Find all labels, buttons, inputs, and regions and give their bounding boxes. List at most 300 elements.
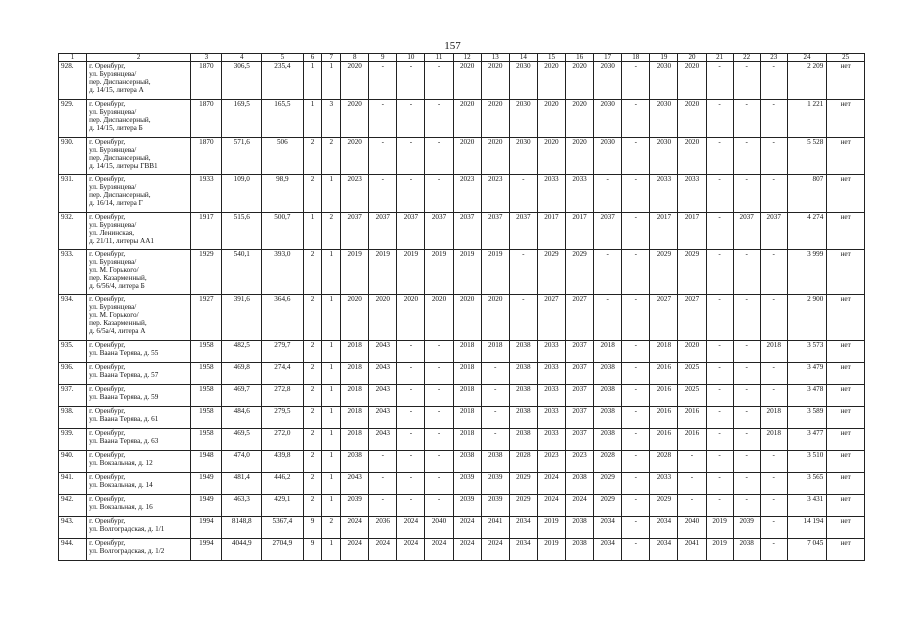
- total-cost-cell: 2 900: [787, 295, 827, 341]
- value-cell: 2024: [537, 473, 565, 495]
- address-line: д. 14/15, литеры ГВВ1: [89, 162, 158, 170]
- value-cell: 2018: [650, 341, 678, 363]
- value-cell: 2038: [509, 363, 537, 385]
- address-line: д. 6/5а/4, литера А: [89, 327, 146, 335]
- value-cell: 484,6: [222, 407, 262, 429]
- status-cell: нет: [827, 250, 865, 295]
- value-cell: -: [594, 250, 622, 295]
- value-cell: 2038: [481, 451, 509, 473]
- value-cell: 272,8: [262, 385, 304, 407]
- row-number: 937.: [59, 385, 87, 407]
- value-cell: -: [760, 175, 787, 213]
- address-cell: [87, 495, 191, 517]
- value-cell: 2030: [509, 62, 537, 100]
- column-header: 7: [322, 54, 341, 62]
- page-number: 157: [444, 40, 461, 52]
- column-header: 23: [760, 54, 787, 62]
- value-cell: 109,0: [222, 175, 262, 213]
- value-cell: -: [760, 473, 787, 495]
- value-cell: 2036: [369, 517, 397, 539]
- value-cell: 2: [303, 363, 322, 385]
- value-cell: 2019: [397, 250, 425, 295]
- value-cell: -: [622, 62, 650, 100]
- column-header: 8: [341, 54, 369, 62]
- value-cell: -: [622, 385, 650, 407]
- table-row: [59, 539, 865, 561]
- value-cell: -: [678, 451, 706, 473]
- value-cell: 2029: [678, 250, 706, 295]
- value-cell: -: [397, 138, 425, 175]
- status-cell: нет: [827, 175, 865, 213]
- address-line: г. Оренбург,: [89, 341, 126, 349]
- value-cell: -: [760, 451, 787, 473]
- value-cell: -: [397, 62, 425, 100]
- value-cell: 2018: [453, 341, 481, 363]
- table-row: [59, 363, 865, 385]
- value-cell: -: [622, 407, 650, 429]
- status-cell: нет: [827, 473, 865, 495]
- address-line: пер. Диспансерный,: [89, 191, 151, 199]
- value-cell: 2: [303, 473, 322, 495]
- value-cell: 2039: [453, 473, 481, 495]
- value-cell: 469,5: [222, 429, 262, 451]
- value-cell: -: [706, 295, 733, 341]
- column-header: 10: [397, 54, 425, 62]
- value-cell: 2020: [537, 138, 565, 175]
- row-number: 930.: [59, 138, 87, 175]
- value-cell: -: [622, 213, 650, 250]
- value-cell: -: [760, 295, 787, 341]
- address-line: пер. Диспансерный,: [89, 78, 151, 86]
- column-header: 14: [509, 54, 537, 62]
- address-line: г. Оренбург,: [89, 517, 126, 525]
- address-line: г. Оренбург,: [89, 451, 126, 459]
- value-cell: -: [706, 495, 733, 517]
- column-header: 24: [787, 54, 827, 62]
- value-cell: 2034: [594, 539, 622, 561]
- address-line: г. Оренбург,: [89, 138, 126, 146]
- value-cell: -: [397, 385, 425, 407]
- value-cell: 2029: [650, 495, 678, 517]
- value-cell: 2038: [594, 363, 622, 385]
- column-header: 13: [481, 54, 509, 62]
- value-cell: 2025: [678, 385, 706, 407]
- value-cell: 429,1: [262, 495, 304, 517]
- value-cell: 2020: [566, 138, 594, 175]
- value-cell: 2018: [341, 341, 369, 363]
- value-cell: -: [425, 385, 453, 407]
- value-cell: 1933: [191, 175, 222, 213]
- value-cell: 2033: [537, 429, 565, 451]
- value-cell: 1: [322, 451, 341, 473]
- value-cell: 2029: [650, 250, 678, 295]
- column-header: 19: [650, 54, 678, 62]
- table-row: [59, 100, 865, 138]
- address-cell: [87, 341, 191, 363]
- value-cell: 482,5: [222, 341, 262, 363]
- value-cell: 2040: [678, 517, 706, 539]
- column-header: 3: [191, 54, 222, 62]
- table-row: [59, 138, 865, 175]
- total-cost-cell: 2 209: [787, 62, 827, 100]
- value-cell: 1: [322, 473, 341, 495]
- column-header: 16: [566, 54, 594, 62]
- value-cell: 2018: [453, 385, 481, 407]
- table-row: [59, 385, 865, 407]
- value-cell: -: [706, 451, 733, 473]
- address-line: д. 16/14, литера Г: [89, 199, 143, 207]
- value-cell: 2037: [397, 213, 425, 250]
- status-cell: нет: [827, 138, 865, 175]
- address-line: д. 14/15, литера А: [89, 86, 144, 94]
- value-cell: 1870: [191, 138, 222, 175]
- value-cell: 2024: [566, 495, 594, 517]
- address-line: ул. Вокзальная, д. 16: [89, 503, 153, 511]
- address-line: г. Оренбург,: [89, 495, 126, 503]
- value-cell: -: [678, 473, 706, 495]
- value-cell: 2037: [566, 363, 594, 385]
- value-cell: 2704,9: [262, 539, 304, 561]
- address-line: г. Оренбург,: [89, 363, 126, 371]
- value-cell: -: [706, 341, 733, 363]
- column-header: 18: [622, 54, 650, 62]
- value-cell: 2020: [481, 100, 509, 138]
- value-cell: -: [425, 407, 453, 429]
- value-cell: 1870: [191, 62, 222, 100]
- value-cell: 2020: [341, 100, 369, 138]
- value-cell: 2024: [341, 539, 369, 561]
- value-cell: 393,0: [262, 250, 304, 295]
- value-cell: 2020: [369, 295, 397, 341]
- row-number: 935.: [59, 341, 87, 363]
- value-cell: -: [369, 451, 397, 473]
- value-cell: 469,7: [222, 385, 262, 407]
- value-cell: 2030: [650, 62, 678, 100]
- address-line: г. Оренбург,: [89, 473, 126, 481]
- value-cell: -: [760, 363, 787, 385]
- value-cell: -: [397, 100, 425, 138]
- status-cell: нет: [827, 429, 865, 451]
- value-cell: -: [760, 62, 787, 100]
- value-cell: 2: [303, 341, 322, 363]
- address-cell: [87, 138, 191, 175]
- value-cell: -: [397, 451, 425, 473]
- value-cell: -: [369, 100, 397, 138]
- value-cell: 2033: [650, 473, 678, 495]
- address-line: ул. Бурзянцева/: [89, 70, 137, 78]
- value-cell: 2038: [566, 473, 594, 495]
- value-cell: -: [733, 407, 760, 429]
- address-line: пер. Диспансерный,: [89, 116, 151, 124]
- value-cell: 2037: [509, 213, 537, 250]
- value-cell: -: [733, 62, 760, 100]
- value-cell: -: [706, 100, 733, 138]
- value-cell: 2: [303, 175, 322, 213]
- value-cell: 2018: [481, 341, 509, 363]
- value-cell: 2020: [453, 100, 481, 138]
- value-cell: -: [425, 495, 453, 517]
- value-cell: -: [733, 385, 760, 407]
- value-cell: -: [733, 100, 760, 138]
- value-cell: 2020: [481, 138, 509, 175]
- column-header: 1: [59, 54, 87, 62]
- value-cell: 2018: [594, 341, 622, 363]
- value-cell: 279,7: [262, 341, 304, 363]
- value-cell: -: [369, 62, 397, 100]
- value-cell: 1994: [191, 539, 222, 561]
- value-cell: -: [678, 495, 706, 517]
- status-cell: нет: [827, 363, 865, 385]
- column-header: 20: [678, 54, 706, 62]
- column-header: 21: [706, 54, 733, 62]
- value-cell: 2019: [537, 539, 565, 561]
- address-cell: [87, 213, 191, 250]
- row-number: 938.: [59, 407, 87, 429]
- value-cell: 2029: [509, 473, 537, 495]
- value-cell: -: [733, 473, 760, 495]
- address-cell: [87, 385, 191, 407]
- address-cell: [87, 539, 191, 561]
- value-cell: 2020: [453, 138, 481, 175]
- value-cell: 2038: [594, 407, 622, 429]
- value-cell: 474,0: [222, 451, 262, 473]
- value-cell: 1958: [191, 363, 222, 385]
- value-cell: 2016: [678, 407, 706, 429]
- column-header: 2: [87, 54, 191, 62]
- value-cell: 2024: [453, 539, 481, 561]
- value-cell: -: [733, 451, 760, 473]
- value-cell: 2019: [425, 250, 453, 295]
- value-cell: 2033: [537, 385, 565, 407]
- value-cell: -: [369, 473, 397, 495]
- value-cell: 1: [303, 213, 322, 250]
- column-header: 25: [827, 54, 865, 62]
- value-cell: 2027: [678, 295, 706, 341]
- address-line: ул. Бурзянцева/: [89, 221, 137, 229]
- table-row: [59, 407, 865, 429]
- address-cell: [87, 451, 191, 473]
- address-line: пер. Казарменный,: [89, 274, 147, 282]
- address-line: пер. Диспансерный,: [89, 154, 151, 162]
- value-cell: 2020: [678, 138, 706, 175]
- status-cell: нет: [827, 385, 865, 407]
- value-cell: 165,5: [262, 100, 304, 138]
- value-cell: -: [509, 295, 537, 341]
- address-line: ул. Ваана Терява, д. 61: [89, 415, 159, 423]
- table-row: [59, 473, 865, 495]
- value-cell: 2019: [537, 517, 565, 539]
- value-cell: 1917: [191, 213, 222, 250]
- table-row: [59, 213, 865, 250]
- value-cell: 2029: [537, 250, 565, 295]
- address-line: г. Оренбург,: [89, 385, 126, 393]
- value-cell: 2016: [650, 429, 678, 451]
- row-number: 929.: [59, 100, 87, 138]
- row-number: 928.: [59, 62, 87, 100]
- total-cost-cell: 3 999: [787, 250, 827, 295]
- value-cell: 2037: [594, 213, 622, 250]
- address-line: г. Оренбург,: [89, 250, 126, 258]
- value-cell: -: [706, 250, 733, 295]
- value-cell: 2033: [537, 175, 565, 213]
- value-cell: -: [425, 62, 453, 100]
- value-cell: -: [397, 495, 425, 517]
- value-cell: 2034: [650, 539, 678, 561]
- total-cost-cell: 7 045: [787, 539, 827, 561]
- row-number: 942.: [59, 495, 87, 517]
- value-cell: 2023: [341, 175, 369, 213]
- address-line: ул. Бурзянцева/: [89, 146, 137, 154]
- value-cell: 2020: [678, 100, 706, 138]
- value-cell: 2037: [733, 213, 760, 250]
- address-line: г. Оренбург,: [89, 429, 126, 437]
- value-cell: 2023: [566, 451, 594, 473]
- total-cost-cell: 3 477: [787, 429, 827, 451]
- value-cell: 2027: [566, 295, 594, 341]
- address-cell: [87, 175, 191, 213]
- value-cell: -: [425, 100, 453, 138]
- address-line: г. Оренбург,: [89, 62, 126, 70]
- value-cell: 2034: [650, 517, 678, 539]
- value-cell: 1: [303, 100, 322, 138]
- value-cell: 2: [303, 138, 322, 175]
- value-cell: 2019: [706, 539, 733, 561]
- value-cell: 506: [262, 138, 304, 175]
- status-cell: нет: [827, 517, 865, 539]
- row-number: 934.: [59, 295, 87, 341]
- value-cell: 2018: [760, 429, 787, 451]
- value-cell: 2: [303, 429, 322, 451]
- value-cell: 2020: [341, 295, 369, 341]
- value-cell: 2023: [481, 175, 509, 213]
- address-line: ул. Вокзальная, д. 12: [89, 459, 153, 467]
- value-cell: 2038: [509, 341, 537, 363]
- value-cell: 2037: [453, 213, 481, 250]
- value-cell: 1: [322, 539, 341, 561]
- value-cell: -: [760, 100, 787, 138]
- value-cell: 9: [303, 517, 322, 539]
- value-cell: 2019: [341, 250, 369, 295]
- table-row: [59, 451, 865, 473]
- value-cell: 2020: [453, 62, 481, 100]
- value-cell: 169,5: [222, 100, 262, 138]
- value-cell: 2028: [509, 451, 537, 473]
- value-cell: 1: [303, 62, 322, 100]
- row-number: 941.: [59, 473, 87, 495]
- value-cell: 2020: [678, 62, 706, 100]
- value-cell: 439,8: [262, 451, 304, 473]
- value-cell: 2038: [509, 385, 537, 407]
- value-cell: 2018: [341, 407, 369, 429]
- value-cell: -: [481, 407, 509, 429]
- value-cell: 2029: [566, 250, 594, 295]
- status-cell: нет: [827, 295, 865, 341]
- value-cell: 2024: [397, 517, 425, 539]
- value-cell: 2038: [594, 385, 622, 407]
- value-cell: -: [733, 138, 760, 175]
- value-cell: 2039: [341, 495, 369, 517]
- value-cell: 2020: [481, 295, 509, 341]
- value-cell: 2028: [650, 451, 678, 473]
- table-row: [59, 517, 865, 539]
- value-cell: 1: [322, 385, 341, 407]
- value-cell: 2041: [678, 539, 706, 561]
- value-cell: 2017: [566, 213, 594, 250]
- value-cell: -: [622, 495, 650, 517]
- value-cell: 2037: [760, 213, 787, 250]
- value-cell: -: [733, 295, 760, 341]
- value-cell: 2024: [341, 517, 369, 539]
- status-cell: нет: [827, 451, 865, 473]
- header-row: [59, 54, 865, 62]
- value-cell: 2038: [566, 539, 594, 561]
- value-cell: 2033: [650, 175, 678, 213]
- value-cell: 2019: [369, 250, 397, 295]
- value-cell: -: [706, 407, 733, 429]
- value-cell: 2038: [733, 539, 760, 561]
- value-cell: -: [397, 363, 425, 385]
- address-line: ул. Волгоградская, д. 1/1: [89, 525, 165, 533]
- value-cell: 2041: [481, 517, 509, 539]
- value-cell: -: [760, 539, 787, 561]
- value-cell: 98,9: [262, 175, 304, 213]
- address-cell: [87, 250, 191, 295]
- value-cell: 1994: [191, 517, 222, 539]
- value-cell: 8148,8: [222, 517, 262, 539]
- value-cell: 1958: [191, 407, 222, 429]
- table-row: [59, 495, 865, 517]
- value-cell: 2: [303, 295, 322, 341]
- value-cell: 2020: [566, 100, 594, 138]
- value-cell: -: [733, 175, 760, 213]
- value-cell: 500,7: [262, 213, 304, 250]
- value-cell: 2024: [397, 539, 425, 561]
- value-cell: 2: [322, 213, 341, 250]
- address-line: г. Оренбург,: [89, 295, 126, 303]
- value-cell: -: [594, 175, 622, 213]
- address-line: ул. Ваана Терява, д. 59: [89, 393, 159, 401]
- address-line: д. 21/11, литеры АА1: [89, 237, 155, 245]
- value-cell: 2020: [341, 138, 369, 175]
- value-cell: 2018: [341, 429, 369, 451]
- row-number: 939.: [59, 429, 87, 451]
- value-cell: -: [397, 341, 425, 363]
- value-cell: 2018: [453, 407, 481, 429]
- status-cell: нет: [827, 100, 865, 138]
- value-cell: 2037: [566, 407, 594, 429]
- value-cell: 2024: [425, 539, 453, 561]
- total-cost-cell: 3 573: [787, 341, 827, 363]
- value-cell: 1870: [191, 100, 222, 138]
- address-line: ул. Ленинская,: [89, 229, 134, 237]
- address-line: г. Оренбург,: [89, 407, 126, 415]
- value-cell: 2016: [650, 407, 678, 429]
- value-cell: 2029: [594, 473, 622, 495]
- value-cell: 2037: [369, 213, 397, 250]
- address-cell: [87, 429, 191, 451]
- value-cell: -: [733, 250, 760, 295]
- column-header: 5: [262, 54, 304, 62]
- value-cell: 481,4: [222, 473, 262, 495]
- value-cell: 2017: [678, 213, 706, 250]
- address-line: ул. Ваана Терява, д. 63: [89, 437, 159, 445]
- value-cell: 2: [303, 385, 322, 407]
- value-cell: 2030: [594, 100, 622, 138]
- value-cell: -: [706, 62, 733, 100]
- value-cell: 279,5: [262, 407, 304, 429]
- value-cell: 2038: [509, 429, 537, 451]
- value-cell: 2039: [481, 473, 509, 495]
